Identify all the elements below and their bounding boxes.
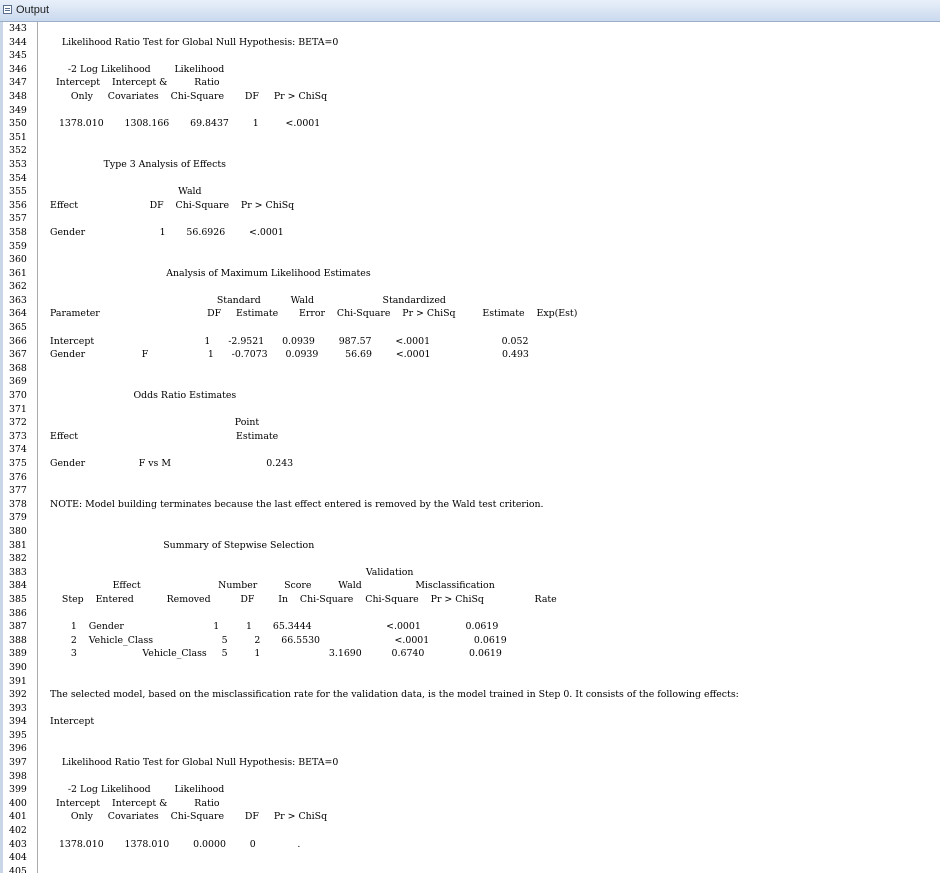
output-line [0,593,940,607]
line-number: 354 [9,172,27,184]
line-number: 364 [9,308,27,320]
output-window-icon [3,5,12,14]
line-text: Effect Number Score Wald Misclassification [50,580,495,592]
output-line [0,348,940,362]
output-line [0,525,940,539]
line-number: 375 [9,458,27,469]
output-line [0,240,940,254]
line-text: Effect Estimate [50,430,279,442]
output-line [0,770,940,784]
line-number: 391 [9,675,27,687]
line-text: Intercept [50,716,95,728]
line-number: 404 [9,852,27,864]
line-text: Likelihood Ratio Test for Global Null Hypothesis: BETA=0 [50,757,339,769]
output-line [0,185,940,199]
output-line [0,144,940,158]
output-window-titlebar[interactable] [0,0,940,22]
line-number: 362 [9,281,27,293]
line-text: Summary of Stepwise Selection [50,539,315,551]
output-line [0,90,940,104]
line-number: 398 [9,770,27,782]
line-number: 359 [9,240,27,252]
line-number: 378 [9,498,27,510]
line-number: 351 [9,131,27,143]
output-line [0,443,940,457]
line-text: The selected model, based on the misclassification rate for the validation data, is the model trained in Step 0. It consists of the following effects: [50,689,739,701]
line-number: 403 [9,838,27,850]
line-number: 386 [9,607,27,619]
line-number: 368 [9,362,27,374]
line-text: Effect DF Chi-Square Pr > ChiSq [50,199,295,211]
line-number: 366 [9,335,27,347]
output-line [0,715,940,729]
output-line [0,797,940,811]
line-number: 345 [9,50,27,62]
line-number: 405 [9,865,27,873]
output-line [0,104,940,118]
line-text: -2 Log Likelihood Likelihood [50,784,225,796]
output-line [0,498,940,512]
line-text: Intercept Intercept & Ratio [50,797,220,809]
output-line [0,566,940,580]
line-number: 367 [9,349,27,361]
line-number: 347 [9,77,27,89]
line-number: 393 [9,702,27,714]
output-line [0,131,940,145]
line-text: 1378.010 1308.166 69.8437 1 <.0001 [50,118,321,130]
line-number: 352 [9,145,27,157]
output-line [0,172,940,186]
line-number: 395 [9,729,27,741]
output-line [0,22,940,36]
output-line [0,742,940,756]
line-number: 389 [9,648,27,660]
line-number: 380 [9,525,27,537]
output-line [0,756,940,770]
line-number: 382 [9,553,27,565]
line-number: 348 [9,90,27,102]
output-line [0,783,940,797]
line-number: 376 [9,471,27,483]
output-line [0,294,940,308]
line-text: Gender 1 56.6926 <.0001 [50,226,284,238]
line-number: 400 [9,797,27,809]
output-line [0,158,940,172]
line-text: Wald [50,186,202,198]
line-number: 399 [9,784,27,796]
line-number: 396 [9,743,27,755]
output-line [0,511,940,525]
output-line [0,647,940,661]
line-text: Gender F vs M 0.243 [50,458,294,469]
output-line [0,824,940,838]
line-number: 363 [9,294,27,306]
output-line [0,661,940,675]
line-number: 350 [9,118,27,130]
output-line [0,702,940,716]
output-line [0,675,940,689]
line-number: 356 [9,199,27,211]
output-line [0,199,940,213]
line-number: 361 [9,267,27,279]
output-line [0,280,940,294]
output-line [0,212,940,226]
line-number: 358 [9,226,27,238]
line-number: 370 [9,390,27,402]
line-number: 394 [9,716,27,728]
output-line [0,63,940,77]
line-number: 371 [9,403,27,415]
output-line [0,688,940,702]
line-text: Gender F 1 -0.7073 0.0939 56.69 <.0001 0.493 [50,349,529,361]
output-line [0,484,940,498]
output-line [0,552,940,566]
line-text: 1 Gender 1 1 65.3444 <.0001 0.0619 [50,621,499,633]
output-line [0,226,940,240]
line-number: 383 [9,566,27,578]
output-line [0,403,940,417]
line-number: 397 [9,757,27,769]
line-number: 390 [9,661,27,673]
output-line [0,634,940,648]
line-text: Type 3 Analysis of Effects [50,158,226,170]
line-number: 401 [9,811,27,823]
line-number: 402 [9,825,27,837]
output-line [0,457,940,471]
line-number: 388 [9,634,27,646]
line-text: Step Entered Removed DF In Chi-Square Chi-Square Pr > ChiSq Rate [50,593,557,605]
line-number: 377 [9,485,27,497]
line-number: 343 [9,23,27,34]
output-line [0,810,940,824]
output-line [0,36,940,50]
output-line [0,49,940,63]
line-text: Only Covariates Chi-Square DF Pr > ChiSq [50,90,328,102]
output-line [0,471,940,485]
output-line [0,620,940,634]
line-number: 353 [9,158,27,170]
line-number: 344 [9,36,27,48]
output-line [0,838,940,852]
line-number: 349 [9,104,27,116]
output-line [0,389,940,403]
output-line [0,375,940,389]
window-title: Output [16,4,50,16]
line-number: 369 [9,376,27,388]
line-number: 373 [9,430,27,442]
output-line [0,267,940,281]
line-text: 2 Vehicle_Class 5 2 66.5530 <.0001 0.0619 [50,634,507,646]
line-text: 1378.010 1378.010 0.0000 0 . [50,838,301,850]
output-line [0,416,940,430]
output-line [0,729,940,743]
line-number: 357 [9,213,27,225]
line-number: 365 [9,322,27,334]
line-number: 360 [9,254,27,266]
line-text: 3 Vehicle_Class 5 1 3.1690 0.6740 0.0619 [50,648,502,660]
line-text: Point [50,417,260,429]
line-number: 384 [9,580,27,592]
line-number: 355 [9,186,27,198]
line-number: 374 [9,444,27,456]
line-text: Validation [50,566,414,578]
output-line [0,579,940,593]
output-line [0,76,940,90]
output-line [0,865,940,873]
output-text-area[interactable] [0,22,940,873]
output-line [0,539,940,553]
output-line [0,362,940,376]
line-number: 379 [9,512,27,524]
output-line [0,851,940,865]
line-text: Intercept Intercept & Ratio [50,77,220,89]
output-line [0,117,940,131]
line-number: 381 [9,539,27,551]
line-text: Analysis of Maximum Likelihood Estimates [50,267,371,279]
output-line [0,321,940,335]
line-text: Only Covariates Chi-Square DF Pr > ChiSq [50,811,328,823]
line-text: Parameter DF Estimate Error Chi-Square Pr > ChiSq Estimate Exp(Est) [50,308,578,320]
line-text: NOTE: Model building terminates because the last effect entered is removed by the Wald test criterion. [50,498,544,510]
output-line [0,253,940,267]
line-text: Likelihood Ratio Test for Global Null Hypothesis: BETA=0 [50,36,339,48]
output-line [0,335,940,349]
line-number: 387 [9,621,27,633]
line-text: Intercept 1 -2.9521 0.0939 987.57 <.0001 0.052 [50,335,529,347]
output-line [0,307,940,321]
output-line [0,430,940,444]
line-text: Standard Wald Standardized [50,294,446,306]
line-text: Odds Ratio Estimates [50,390,237,402]
output-line [0,607,940,621]
line-number: 372 [9,417,27,429]
line-number: 392 [9,689,27,701]
line-number: 346 [9,63,27,75]
line-text: -2 Log Likelihood Likelihood [50,63,225,75]
line-number: 385 [9,593,27,605]
